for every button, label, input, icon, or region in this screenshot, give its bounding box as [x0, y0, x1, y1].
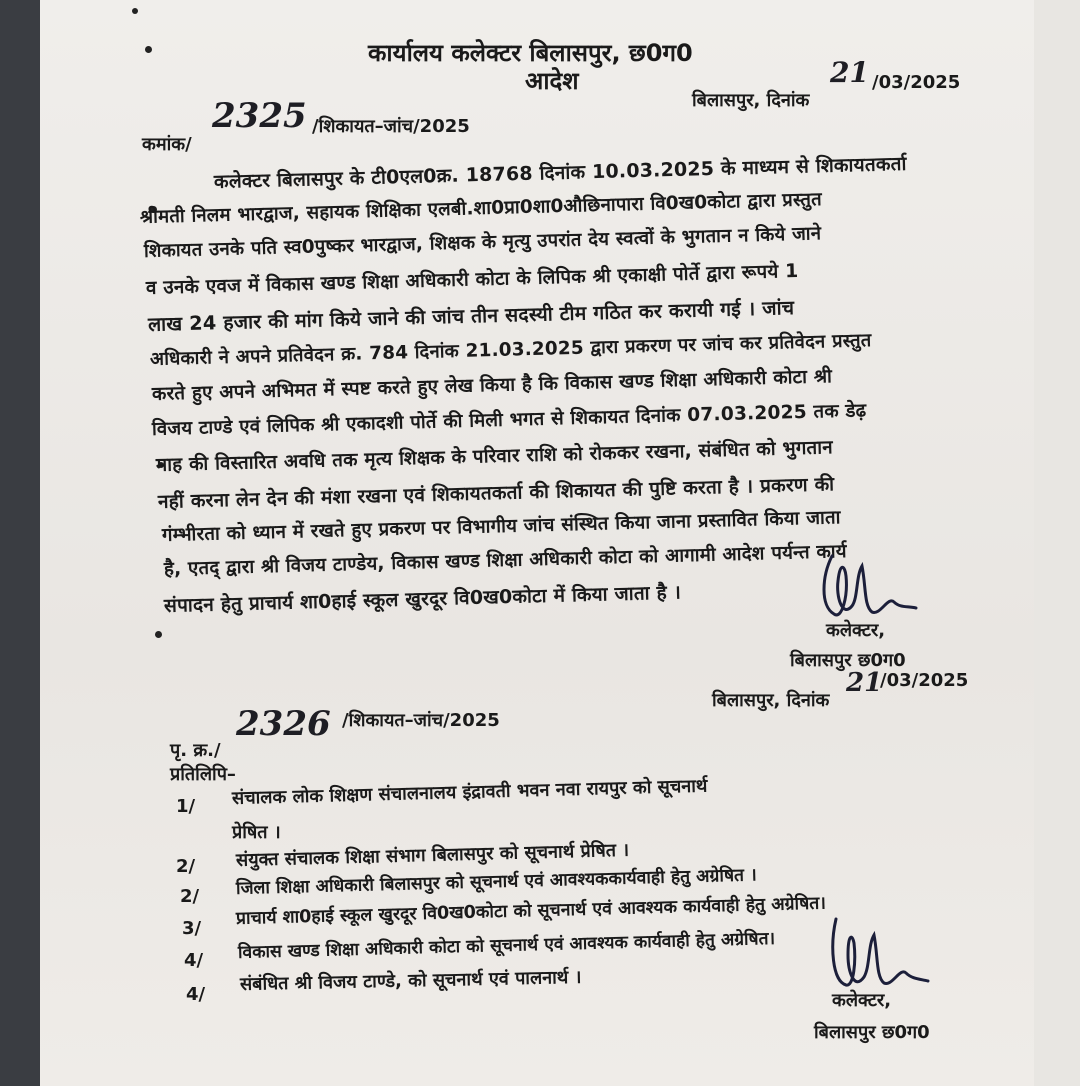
copy-number: 4/	[184, 950, 204, 971]
body-line: करते हुए अपने अभिमत में स्पष्ट करते हुए लेख किया है कि विकास खण्ड शिक्षा अधिकारी कोटा श्री	[151, 366, 833, 405]
copy-ref-label: पृ. क्र./	[170, 740, 221, 761]
ref-label: कमांक/	[142, 134, 192, 155]
left-background	[0, 0, 40, 1086]
header-place-date: बिलासपुर, दिनांक	[692, 90, 810, 111]
body-line: नहीं करना लेन देन की मंशा रखना एवं शिकायतकर्ता की शिकायत की पुष्टि करता है । प्रकरण की	[157, 473, 835, 513]
copy-ref-handwritten-number: 2326	[236, 704, 331, 744]
copy-text: प्रेषित ।	[232, 822, 281, 843]
copy-number: 1/	[176, 796, 196, 817]
signature-place: बिलासपुर छ0ग0	[814, 1022, 930, 1043]
copy-text: संबंधित श्री विजय टाण्डे, को सूचनार्थ एवं पालनार्थ ।	[239, 966, 582, 995]
copy-number: 3/	[182, 918, 202, 939]
body-line: है, एतद् द्वारा श्री विजय टाण्डेय, विकास खण्ड शिक्षा अधिकारी कोटा को आगामी आदेश पर्यन्त कार्य	[163, 541, 847, 580]
handwritten-day: 21	[830, 56, 869, 89]
punch-mark	[132, 8, 138, 14]
right-background	[1034, 0, 1080, 1086]
copy-text: संयुक्त संचालक शिक्षा संभाग बिलासपुर को सूचनार्थ प्रेषित ।	[235, 839, 630, 871]
body-line: माह की विस्तारित अवधि तक मृत्य शिक्षक के परिवार राशि को रोककर रखना, संबंधित को भुगतान	[155, 437, 834, 476]
ref-handwritten-number: 2325	[212, 96, 307, 136]
signature-designation: कलेक्टर,	[826, 620, 886, 641]
second-handwritten-day: 21	[846, 668, 883, 698]
order-heading: आदेश	[525, 67, 579, 95]
copy-text: जिला शिक्षा अधिकारी बिलासपुर को सूचनार्थ एवं आवश्यककार्यवाही हेतु अग्रेषित ।	[235, 865, 758, 899]
body-line: श्रीमती निलम भारद्वाज, सहायक शिक्षिका एलबी.शा0प्रा0शा0औछिनापारा वि0ख0कोटा द्वारा प्रस्तुत	[139, 189, 823, 228]
copy-number: 2/	[176, 856, 196, 877]
copy-number: 2/	[180, 886, 200, 907]
copy-number: 4/	[186, 984, 206, 1005]
header-date-suffix: /03/2025	[872, 72, 961, 93]
copy-heading: प्रतिलिपि–	[170, 764, 236, 785]
body-line: कलेक्टर बिलासपुर के टी0एल0क्र. 18768 दिनांक 10.03.2025 के माध्यम से शिकायतकर्ता	[213, 152, 907, 193]
signature-designation: कलेक्टर,	[832, 990, 892, 1011]
copy-ref-suffix: /शिकायत–जांच/2025	[342, 710, 500, 731]
body-line: गंम्भीरता को ध्यान में रखते हुए प्रकरण पर विभागीय जांच संस्थित किया जाना प्रस्तावित किया जाता	[161, 507, 841, 546]
office-title: कार्यालय कलेक्टर बिलासपुर, छ0ग0	[368, 39, 693, 67]
ref-suffix: /शिकायत–जांच/2025	[312, 116, 470, 137]
copy-text: विकास खण्ड शिक्षा अधिकारी कोटा को सूचनार्थ एवं आवश्यक कार्यवाही हेतु अग्रेषित।	[237, 928, 776, 963]
body-line: शिकायत उनके पति स्व0पुष्कर भारद्वाज, शिक्षक के मृत्यु उपरांत देय स्वत्वों के भुगतान न किये जाने	[143, 223, 822, 262]
punch-mark	[155, 631, 162, 638]
body-line: संपादन हेतु प्राचार्य शा0हाई स्कूल खुरदूर वि0ख0कोटा में किया जाता है ।	[163, 581, 682, 617]
second-date-suffix: /03/2025	[880, 670, 969, 691]
punch-mark	[145, 46, 152, 53]
copy-text: प्राचार्य शा0हाई स्कूल खुरदूर वि0ख0कोटा को सूचनार्थ एवं आवश्यक कार्यवाही हेतु अग्रेषित।	[235, 893, 827, 929]
second-place-date: बिलासपुर, दिनांक	[712, 690, 830, 711]
body-line: व उनके एवज में विकास खण्ड शिक्षा अधिकारी कोटा के लिपिक श्री एकाक्षी पोर्ते द्वारा रूपये 1	[145, 260, 799, 299]
signature-place: बिलासपुर छ0ग0	[790, 650, 906, 671]
body-line: अधिकारी ने अपने प्रतिवेदन क्र. 784 दिनांक 21.03.2025 द्वारा प्रकरण पर जांच कर प्रतिवेदन प्रस्तुत	[149, 330, 872, 370]
body-line: विजय टाण्डे एवं लिपिक श्री एकादशी पोर्ते की मिली भगत से शिकायत दिनांक 07.03.2025 तक डेढ़	[151, 400, 867, 440]
body-line: लाख 24 हजार की मांग किये जाने की जांच तीन सदस्यी टीम गठित कर करायी गई । जांच	[147, 296, 795, 336]
copy-text: संचालक लोक शिक्षण संचालनालय इंद्रावती भवन नवा रायपुर को सूचनार्थ	[231, 775, 708, 809]
